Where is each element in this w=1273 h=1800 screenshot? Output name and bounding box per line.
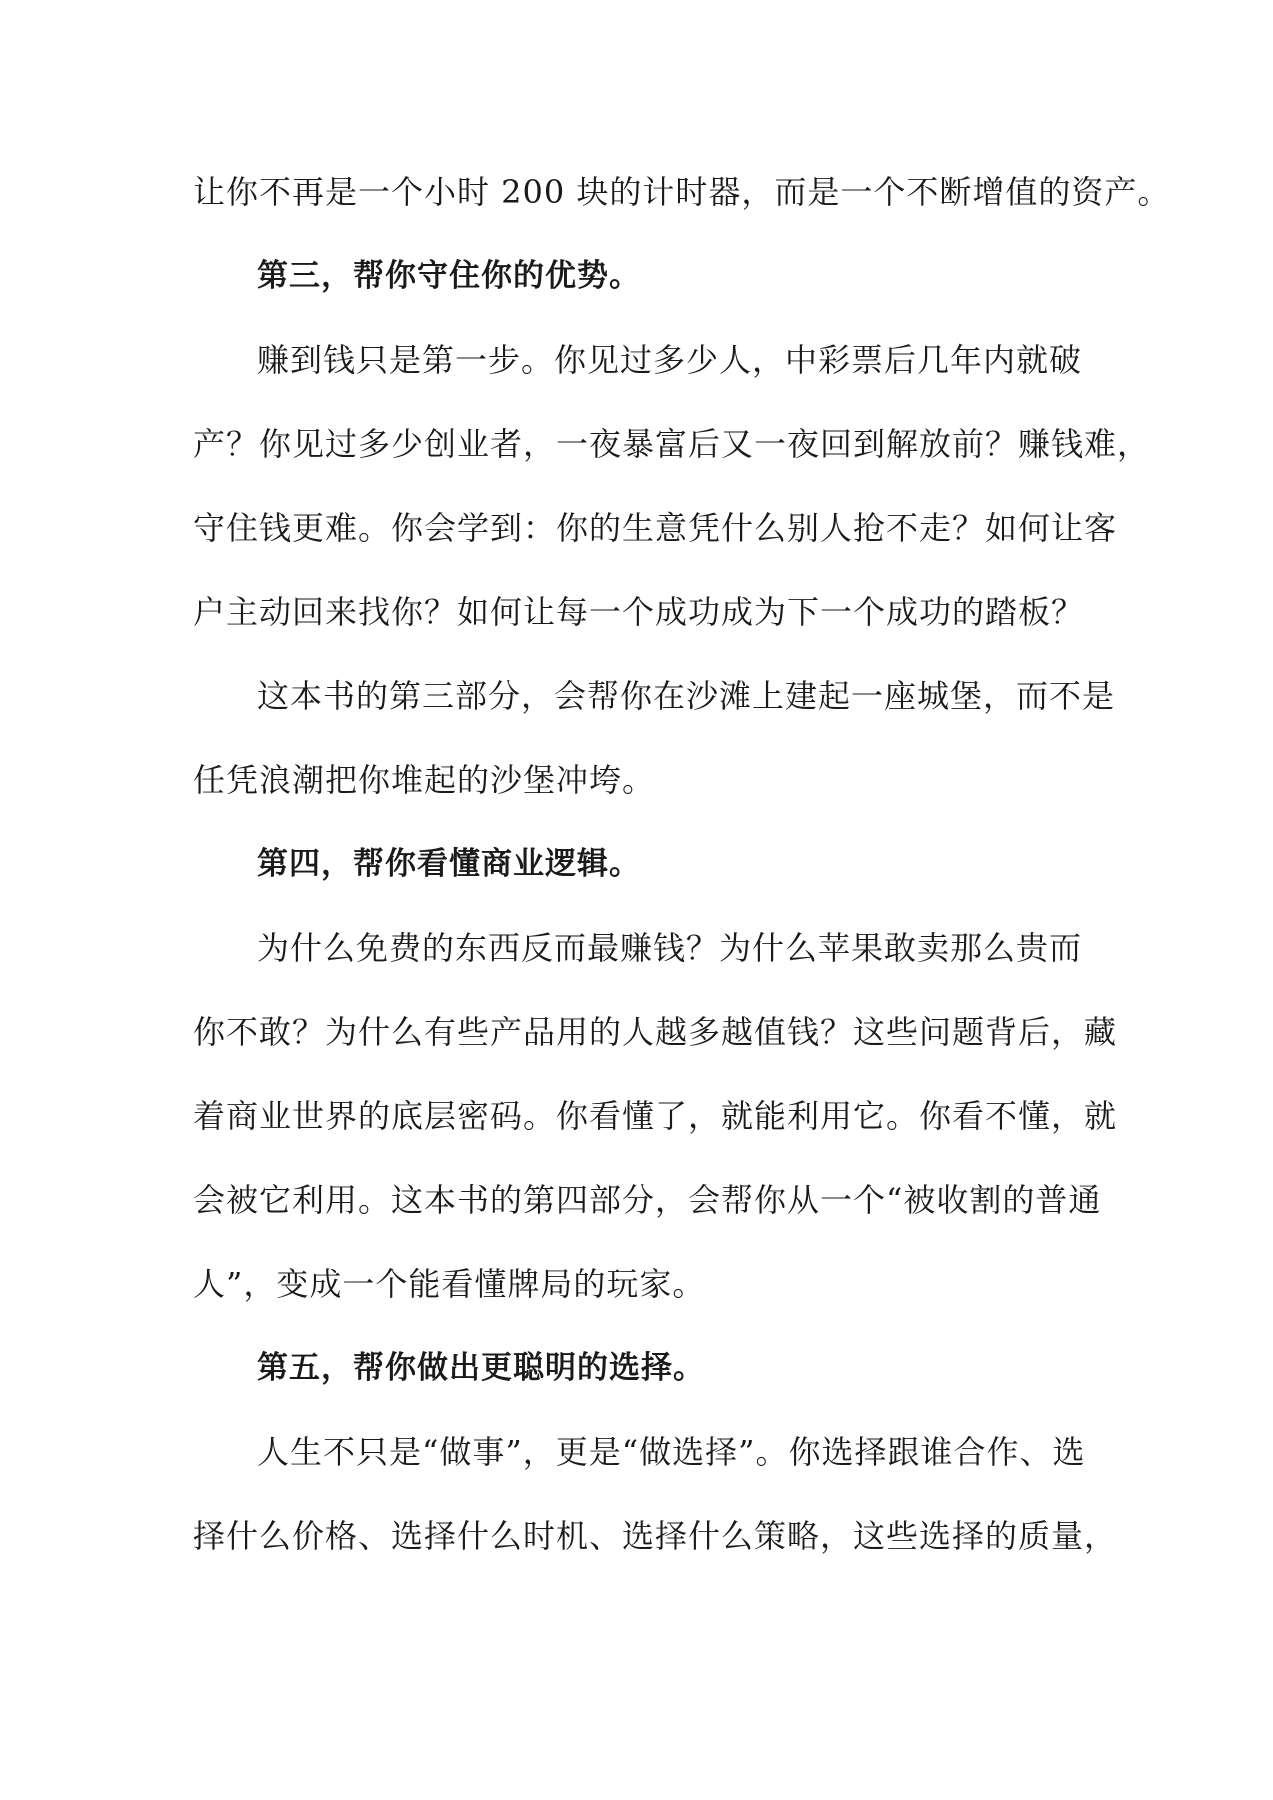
paragraph-line: 着商业世界的底层密码。你看懂了，就能利用它。你看不懂，就 (193, 1097, 1118, 1135)
section-heading: 第五，帮你做出更聪明的选择。 (257, 1350, 705, 1386)
paragraph-line: 赚到钱只是第一步。你见过多少人，中彩票后几年内就破 (257, 341, 1083, 379)
paragraph-line: 择什么价格、选择什么时机、选择什么策略，这些选择的质量， (193, 1517, 1118, 1555)
paragraph-line: 让你不再是一个小时 200 块的计时器，而是一个不断增值的资产。 (193, 173, 1171, 211)
section-heading: 第三，帮你守住你的优势。 (257, 258, 641, 294)
document-page (193, 150, 1171, 1578)
paragraph-line: 会被它利用。这本书的第四部分，会帮你从一个“被收割的普通 (193, 1181, 1102, 1219)
paragraph-line: 户主动回来找你？如何让每一个成功成为下一个成功的踏板？ (193, 593, 1085, 631)
paragraph-line: 为什么免费的东西反而最赚钱？为什么苹果敢卖那么贵而 (257, 929, 1083, 967)
paragraph-line: 你不敢？为什么有些产品用的人越多越值钱？这些问题背后，藏 (193, 1013, 1118, 1051)
paragraph-line: 这本书的第三部分，会帮你在沙滩上建起一座城堡，而不是 (257, 677, 1116, 715)
paragraph-line: 任凭浪潮把你堆起的沙堡冲垮。 (193, 761, 656, 799)
paragraph-line: 产？你见过多少创业者，一夜暴富后又一夜回到解放前？赚钱难， (193, 425, 1151, 463)
paragraph-line: 人生不只是“做事”，更是“做选择”。你选择跟谁合作、选 (257, 1433, 1086, 1471)
section-heading: 第四，帮你看懂商业逻辑。 (257, 846, 641, 882)
paragraph-line: 人”，变成一个能看懂牌局的玩家。 (193, 1265, 706, 1303)
paragraph-line: 守住钱更难。你会学到：你的生意凭什么别人抢不走？如何让客 (193, 509, 1118, 547)
